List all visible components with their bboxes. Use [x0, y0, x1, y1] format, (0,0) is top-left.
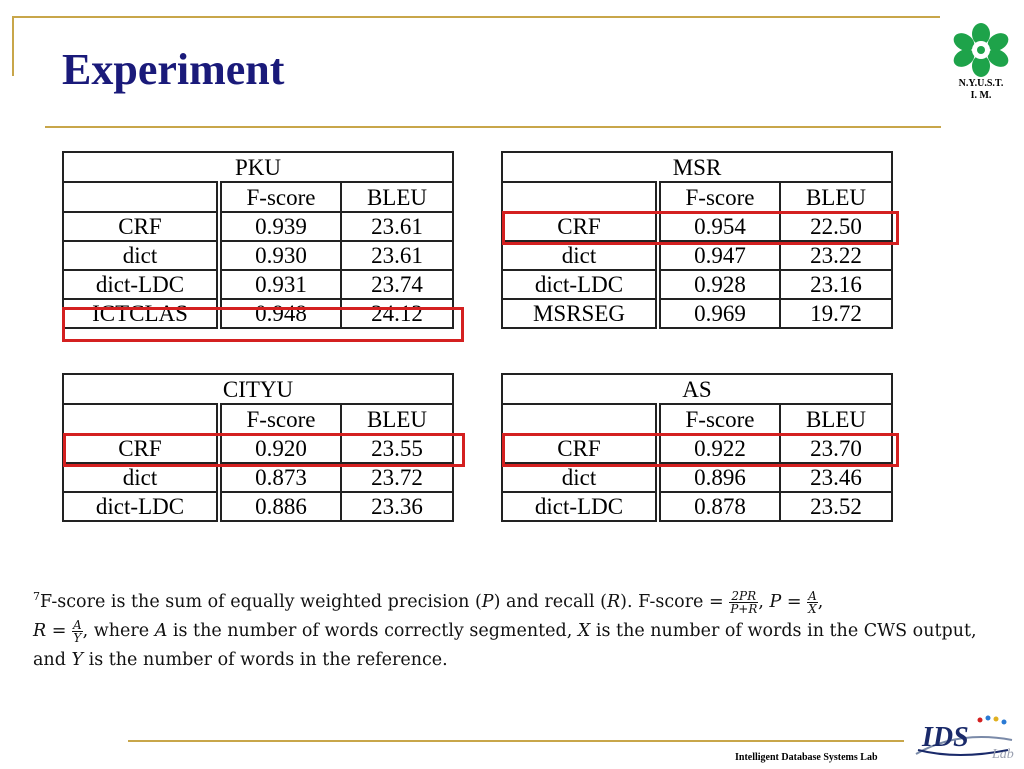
header-cell-bleu: BLEU: [780, 404, 892, 434]
ids-lab-logo: [908, 710, 1020, 769]
bleu-cell: 23.72: [341, 463, 453, 492]
msr-crf-highlight: [502, 211, 899, 245]
fscore-cell: 0.896: [658, 463, 780, 492]
table-row: [502, 492, 892, 521]
footnote-text: is the number of words in the reference.: [83, 649, 448, 670]
footnote-text: ,: [758, 591, 770, 612]
table-row: [63, 270, 453, 299]
footnote-text: ). F-score =: [620, 591, 730, 612]
footnote-text: , where: [82, 620, 155, 641]
title-divider: [45, 126, 941, 128]
table-header-row: [502, 404, 892, 434]
method-cell: dict-LDC: [63, 492, 219, 521]
math-var: P: [769, 591, 782, 612]
bleu-cell: 23.61: [341, 241, 453, 270]
method-cell: dict-LDC: [502, 270, 658, 299]
frame-top-border: [12, 16, 940, 18]
header-cell: [63, 404, 219, 434]
header-cell-fscore: F-score: [658, 404, 780, 434]
table-row: [502, 270, 892, 299]
header-cell-fscore: F-score: [219, 404, 341, 434]
header-cell: [63, 182, 219, 212]
as-crf-highlight: [502, 433, 899, 467]
cityu-crf-highlight: [63, 433, 465, 467]
fscore-cell: 0.931: [219, 270, 341, 299]
method-cell: dict: [502, 241, 658, 270]
ids-logo-icon: [908, 710, 1020, 764]
logo-text-line2: I. M.: [970, 90, 992, 101]
precision-fraction: [807, 590, 818, 615]
fraction-denominator: P+R: [730, 601, 758, 616]
table-row: [63, 463, 453, 492]
footnote-text: ,: [817, 591, 824, 612]
fscore-cell: 0.948: [219, 299, 341, 328]
pku-table: [62, 151, 454, 329]
method-cell: MSRSEG: [502, 299, 658, 328]
fscore-cell: 0.928: [658, 270, 780, 299]
method-cell: CRF: [63, 212, 219, 241]
bleu-cell: 23.74: [341, 270, 453, 299]
math-var: X: [577, 620, 591, 641]
logo-text-line1: N.Y.U.S.T.: [958, 78, 1004, 89]
table-row: [63, 212, 453, 241]
msr-table-title: MSR: [502, 152, 892, 182]
frame-left-border: [12, 16, 14, 76]
header-cell-fscore: F-score: [658, 182, 780, 212]
footer-divider: [128, 740, 904, 742]
method-cell: dict: [63, 241, 219, 270]
table-header-row: [63, 404, 453, 434]
method-cell: dict: [502, 463, 658, 492]
table-header-row: [502, 182, 892, 212]
nyust-logo: [948, 22, 1014, 102]
fscore-cell: 0.939: [219, 212, 341, 241]
fscore-cell: 0.920: [219, 434, 341, 463]
math-var: A: [154, 620, 168, 641]
footnote: [33, 582, 995, 675]
bleu-cell: 23.61: [341, 212, 453, 241]
fraction-denominator: Y: [73, 630, 82, 645]
fraction-numerator: A: [72, 617, 82, 632]
bleu-cell: 22.50: [780, 212, 892, 241]
fscore-cell: 0.954: [658, 212, 780, 241]
bleu-cell: 23.36: [341, 492, 453, 521]
method-cell: CRF: [502, 434, 658, 463]
math-var: R: [606, 591, 621, 612]
method-cell: ICTCLAS: [63, 299, 219, 328]
method-cell: dict: [63, 463, 219, 492]
table-row: [63, 492, 453, 521]
header-cell: [502, 404, 658, 434]
header-cell-fscore: F-score: [219, 182, 341, 212]
fscore-cell: 0.878: [658, 492, 780, 521]
fraction-numerator: A: [808, 588, 817, 603]
table-row: [502, 299, 892, 328]
fscore-cell: 0.930: [219, 241, 341, 270]
slide-title: Experiment: [62, 45, 285, 94]
bleu-cell: 23.55: [341, 434, 453, 463]
header-cell-bleu: BLEU: [341, 182, 453, 212]
method-cell: CRF: [63, 434, 219, 463]
footnote-marker: 7: [33, 590, 40, 603]
ids-logo-sub: Lab: [992, 747, 1014, 762]
table-header-row: [63, 182, 453, 212]
bleu-cell: 23.52: [780, 492, 892, 521]
footnote-text: =: [781, 591, 808, 612]
fscore-cell: 0.873: [219, 463, 341, 492]
pku-table-title: PKU: [63, 152, 453, 182]
table-row: [502, 241, 892, 270]
method-cell: dict-LDC: [502, 492, 658, 521]
footnote-text: ) and recall (: [493, 591, 607, 612]
bleu-cell: 24.12: [341, 299, 453, 328]
footnote-text: F-score is the sum of equally weighted precision (: [40, 591, 482, 612]
fscore-cell: 0.922: [658, 434, 780, 463]
footnote-text: is the number of words in the CWS output, and: [33, 620, 977, 670]
bleu-cell: 23.22: [780, 241, 892, 270]
method-cell: dict-LDC: [63, 270, 219, 299]
header-cell-bleu: BLEU: [341, 404, 453, 434]
fscore-fraction: [729, 590, 758, 615]
math-var: Y: [71, 649, 84, 670]
nyust-emblem-icon: [952, 22, 1010, 78]
fscore-cell: 0.969: [658, 299, 780, 328]
fscore-cell: 0.947: [658, 241, 780, 270]
header-cell: [502, 182, 658, 212]
footnote-text: is the number of words correctly segmented,: [167, 620, 578, 641]
fscore-cell: 0.886: [219, 492, 341, 521]
fraction-denominator: X: [808, 601, 817, 616]
header-cell-bleu: BLEU: [780, 182, 892, 212]
as-table-title: AS: [502, 374, 892, 404]
fraction-numerator: 2PR: [729, 590, 758, 603]
bleu-cell: 23.16: [780, 270, 892, 299]
footer-lab-name: Intelligent Database Systems Lab: [735, 752, 878, 763]
table-row: [502, 463, 892, 492]
ids-logo-text: IDS: [922, 722, 969, 753]
bleu-cell: 19.72: [780, 299, 892, 328]
pku-ictclas-highlight: [62, 307, 464, 342]
bleu-cell: 23.46: [780, 463, 892, 492]
recall-fraction: [72, 619, 83, 644]
bleu-cell: 23.70: [780, 434, 892, 463]
cityu-table-title: CITYU: [63, 374, 453, 404]
math-var: P: [481, 591, 494, 612]
method-cell: CRF: [502, 212, 658, 241]
table-row: [63, 241, 453, 270]
math-var: R: [33, 620, 47, 641]
footnote-text: =: [46, 620, 72, 641]
